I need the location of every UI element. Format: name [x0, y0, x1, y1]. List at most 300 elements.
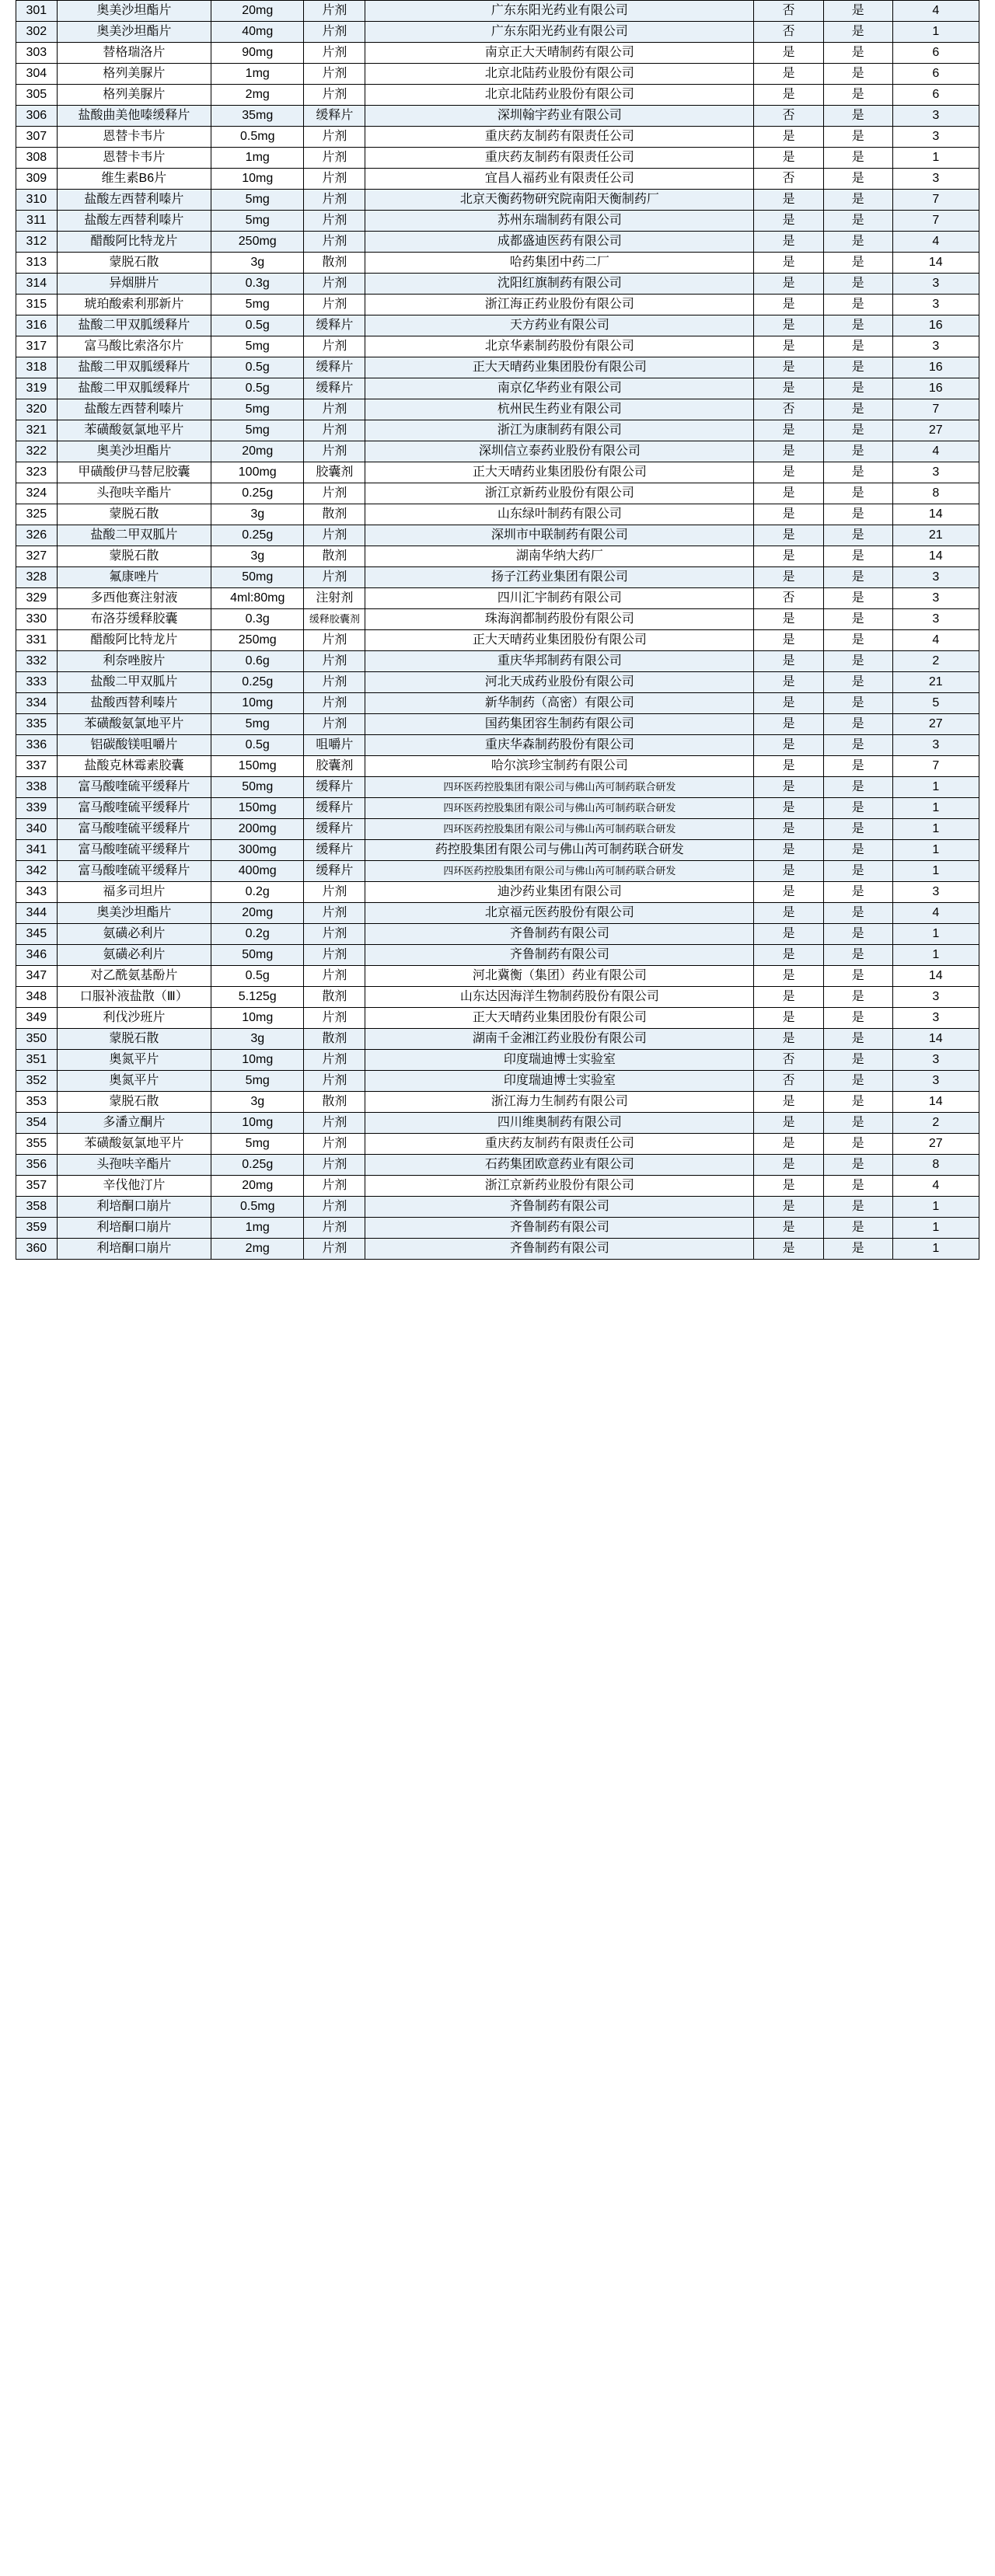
cell-manufacturer: 四川汇宇制药有限公司 [365, 588, 754, 609]
cell-specification: 10mg [211, 1050, 304, 1071]
cell-dosage-form: 片剂 [304, 399, 365, 420]
cell-selected: 是 [823, 106, 892, 127]
cell-quantity: 27 [892, 420, 979, 441]
cell-consistency-evaluation: 是 [754, 462, 823, 483]
cell-index: 308 [16, 148, 58, 169]
cell-dosage-form: 片剂 [304, 483, 365, 504]
cell-manufacturer: 北京华素制药股份有限公司 [365, 336, 754, 357]
cell-consistency-evaluation: 是 [754, 43, 823, 64]
cell-quantity: 27 [892, 714, 979, 735]
cell-index: 343 [16, 882, 58, 903]
cell-drug-name: 异烟肼片 [57, 274, 211, 295]
cell-index: 340 [16, 819, 58, 840]
cell-index: 315 [16, 295, 58, 315]
cell-consistency-evaluation: 是 [754, 253, 823, 274]
cell-quantity: 14 [892, 546, 979, 567]
cell-specification: 1mg [211, 1218, 304, 1239]
cell-dosage-form: 片剂 [304, 441, 365, 462]
cell-manufacturer: 齐鲁制药有限公司 [365, 1197, 754, 1218]
cell-index: 350 [16, 1029, 58, 1050]
cell-quantity: 21 [892, 525, 979, 546]
cell-drug-name: 盐酸二甲双胍片 [57, 672, 211, 693]
cell-drug-name: 富马酸比索洛尔片 [57, 336, 211, 357]
cell-drug-name: 盐酸曲美他嗪缓释片 [57, 106, 211, 127]
cell-drug-name: 醋酸阿比特龙片 [57, 232, 211, 253]
cell-dosage-form: 散剂 [304, 546, 365, 567]
cell-quantity: 3 [892, 987, 979, 1008]
cell-manufacturer: 杭州民生药业有限公司 [365, 399, 754, 420]
cell-quantity: 4 [892, 1176, 979, 1197]
cell-index: 360 [16, 1239, 58, 1260]
cell-drug-name: 盐酸二甲双胍缓释片 [57, 315, 211, 336]
cell-drug-name: 头孢呋辛酯片 [57, 483, 211, 504]
cell-drug-name: 富马酸喹硫平缓释片 [57, 798, 211, 819]
cell-specification: 1mg [211, 64, 304, 85]
cell-drug-name: 盐酸二甲双胍缓释片 [57, 357, 211, 378]
cell-manufacturer: 深圳信立泰药业股份有限公司 [365, 441, 754, 462]
table-row [16, 232, 979, 253]
table-row [16, 1029, 979, 1050]
cell-quantity: 1 [892, 945, 979, 966]
cell-quantity: 1 [892, 861, 979, 882]
cell-quantity: 16 [892, 315, 979, 336]
cell-quantity: 14 [892, 966, 979, 987]
cell-manufacturer: 浙江为康制药有限公司 [365, 420, 754, 441]
cell-drug-name: 福多司坦片 [57, 882, 211, 903]
cell-quantity: 4 [892, 1, 979, 22]
cell-index: 326 [16, 525, 58, 546]
cell-selected: 是 [823, 798, 892, 819]
cell-manufacturer: 四环医药控股集团有限公司与佛山芮可制药联合研发 [365, 798, 754, 819]
table-row [16, 169, 979, 190]
cell-index: 337 [16, 756, 58, 777]
cell-consistency-evaluation: 是 [754, 1218, 823, 1239]
table-row [16, 148, 979, 169]
table-row [16, 735, 979, 756]
cell-quantity: 3 [892, 462, 979, 483]
cell-manufacturer: 广东东阳光药业有限公司 [365, 1, 754, 22]
cell-consistency-evaluation: 是 [754, 1113, 823, 1134]
cell-quantity: 14 [892, 1092, 979, 1113]
cell-dosage-form: 片剂 [304, 211, 365, 232]
cell-manufacturer: 沈阳红旗制药有限公司 [365, 274, 754, 295]
cell-index: 327 [16, 546, 58, 567]
cell-dosage-form: 注射剂 [304, 588, 365, 609]
cell-specification: 40mg [211, 22, 304, 43]
cell-dosage-form: 片剂 [304, 1155, 365, 1176]
cell-selected: 是 [823, 295, 892, 315]
cell-quantity: 5 [892, 693, 979, 714]
cell-drug-name: 辛伐他汀片 [57, 1176, 211, 1197]
table-row [16, 64, 979, 85]
cell-consistency-evaluation: 是 [754, 232, 823, 253]
cell-dosage-form: 片剂 [304, 924, 365, 945]
cell-quantity: 21 [892, 672, 979, 693]
table-row [16, 106, 979, 127]
cell-quantity: 2 [892, 1113, 979, 1134]
cell-consistency-evaluation: 是 [754, 441, 823, 462]
cell-specification: 100mg [211, 462, 304, 483]
table-row [16, 315, 979, 336]
cell-manufacturer: 扬子江药业集团有限公司 [365, 567, 754, 588]
cell-index: 354 [16, 1113, 58, 1134]
cell-quantity: 7 [892, 211, 979, 232]
cell-selected: 是 [823, 735, 892, 756]
cell-index: 316 [16, 315, 58, 336]
cell-index: 310 [16, 190, 58, 211]
cell-manufacturer: 国药集团容生制药有限公司 [365, 714, 754, 735]
cell-dosage-form: 片剂 [304, 420, 365, 441]
cell-manufacturer: 苏州东瑞制药有限公司 [365, 211, 754, 232]
cell-index: 302 [16, 22, 58, 43]
cell-dosage-form: 片剂 [304, 630, 365, 651]
cell-quantity: 3 [892, 127, 979, 148]
cell-specification: 150mg [211, 756, 304, 777]
cell-quantity: 3 [892, 1008, 979, 1029]
cell-drug-name: 蒙脱石散 [57, 253, 211, 274]
cell-index: 351 [16, 1050, 58, 1071]
cell-selected: 是 [823, 148, 892, 169]
cell-specification: 1mg [211, 148, 304, 169]
cell-manufacturer: 宜昌人福药业有限责任公司 [365, 169, 754, 190]
cell-dosage-form: 片剂 [304, 274, 365, 295]
cell-drug-name: 利培酮口崩片 [57, 1218, 211, 1239]
table-row [16, 378, 979, 399]
cell-drug-name: 口服补液盐散（Ⅲ） [57, 987, 211, 1008]
table-row [16, 987, 979, 1008]
cell-dosage-form: 片剂 [304, 1113, 365, 1134]
cell-consistency-evaluation: 是 [754, 357, 823, 378]
cell-drug-name: 格列美脲片 [57, 85, 211, 106]
cell-manufacturer: 四川维奥制药有限公司 [365, 1113, 754, 1134]
cell-dosage-form: 散剂 [304, 253, 365, 274]
cell-dosage-form: 片剂 [304, 1218, 365, 1239]
cell-selected: 是 [823, 64, 892, 85]
cell-consistency-evaluation: 是 [754, 64, 823, 85]
cell-dosage-form: 胶囊剂 [304, 756, 365, 777]
cell-specification: 10mg [211, 693, 304, 714]
cell-index: 312 [16, 232, 58, 253]
cell-index: 349 [16, 1008, 58, 1029]
cell-quantity: 6 [892, 85, 979, 106]
table-row [16, 295, 979, 315]
cell-drug-name: 蒙脱石散 [57, 546, 211, 567]
cell-drug-name: 甲磺酸伊马替尼胶囊 [57, 462, 211, 483]
cell-manufacturer: 浙江海正药业股份有限公司 [365, 295, 754, 315]
cell-index: 339 [16, 798, 58, 819]
cell-consistency-evaluation: 是 [754, 609, 823, 630]
table-row [16, 651, 979, 672]
cell-consistency-evaluation: 是 [754, 672, 823, 693]
cell-manufacturer: 北京北陆药业股份有限公司 [365, 64, 754, 85]
cell-drug-name: 醋酸阿比特龙片 [57, 630, 211, 651]
cell-specification: 3g [211, 504, 304, 525]
table-row [16, 274, 979, 295]
cell-dosage-form: 片剂 [304, 148, 365, 169]
table-row [16, 441, 979, 462]
cell-quantity: 1 [892, 819, 979, 840]
table-row [16, 127, 979, 148]
cell-dosage-form: 缓释片 [304, 357, 365, 378]
cell-manufacturer: 四环医药控股集团有限公司与佛山芮可制药联合研发 [365, 819, 754, 840]
cell-dosage-form: 片剂 [304, 525, 365, 546]
cell-specification: 300mg [211, 840, 304, 861]
cell-quantity: 14 [892, 253, 979, 274]
table-row [16, 504, 979, 525]
cell-index: 317 [16, 336, 58, 357]
cell-manufacturer: 石药集团欧意药业有限公司 [365, 1155, 754, 1176]
cell-dosage-form: 胶囊剂 [304, 462, 365, 483]
cell-drug-name: 富马酸喹硫平缓释片 [57, 777, 211, 798]
cell-selected: 是 [823, 819, 892, 840]
cell-index: 303 [16, 43, 58, 64]
table-row [16, 1197, 979, 1218]
cell-drug-name: 盐酸左西替利嗪片 [57, 190, 211, 211]
cell-quantity: 3 [892, 169, 979, 190]
cell-drug-name: 多潘立酮片 [57, 1113, 211, 1134]
cell-drug-name: 利培酮口崩片 [57, 1197, 211, 1218]
cell-selected: 是 [823, 546, 892, 567]
table-row [16, 1092, 979, 1113]
cell-drug-name: 盐酸二甲双胍片 [57, 525, 211, 546]
cell-manufacturer: 药控股集团有限公司与佛山芮可制药联合研发 [365, 840, 754, 861]
cell-consistency-evaluation: 是 [754, 85, 823, 106]
cell-consistency-evaluation: 是 [754, 903, 823, 924]
cell-dosage-form: 缓释片 [304, 798, 365, 819]
cell-selected: 是 [823, 1239, 892, 1260]
cell-dosage-form: 片剂 [304, 127, 365, 148]
cell-selected: 是 [823, 169, 892, 190]
cell-drug-name: 奥美沙坦酯片 [57, 441, 211, 462]
cell-index: 320 [16, 399, 58, 420]
cell-quantity: 16 [892, 378, 979, 399]
cell-manufacturer: 四环医药控股集团有限公司与佛山芮可制药联合研发 [365, 861, 754, 882]
cell-specification: 400mg [211, 861, 304, 882]
cell-index: 342 [16, 861, 58, 882]
cell-drug-name: 苯磺酸氨氯地平片 [57, 420, 211, 441]
cell-manufacturer: 湖南华纳大药厂 [365, 546, 754, 567]
cell-consistency-evaluation: 是 [754, 274, 823, 295]
cell-consistency-evaluation: 是 [754, 190, 823, 211]
cell-manufacturer: 山东达因海洋生物制药股份有限公司 [365, 987, 754, 1008]
cell-selected: 是 [823, 756, 892, 777]
cell-manufacturer: 迪沙药业集团有限公司 [365, 882, 754, 903]
cell-selected: 是 [823, 315, 892, 336]
cell-index: 321 [16, 420, 58, 441]
cell-selected: 是 [823, 525, 892, 546]
cell-specification: 90mg [211, 43, 304, 64]
cell-specification: 5mg [211, 190, 304, 211]
cell-selected: 是 [823, 1092, 892, 1113]
cell-index: 314 [16, 274, 58, 295]
cell-index: 307 [16, 127, 58, 148]
cell-manufacturer: 河北冀衡（集团）药业有限公司 [365, 966, 754, 987]
cell-manufacturer: 哈尔滨珍宝制药有限公司 [365, 756, 754, 777]
cell-specification: 5mg [211, 420, 304, 441]
cell-specification: 0.25g [211, 1155, 304, 1176]
cell-index: 353 [16, 1092, 58, 1113]
cell-manufacturer: 重庆华森制药股份有限公司 [365, 735, 754, 756]
cell-drug-name: 氨磺必利片 [57, 924, 211, 945]
table-row [16, 1134, 979, 1155]
table-row [16, 756, 979, 777]
cell-index: 335 [16, 714, 58, 735]
cell-consistency-evaluation: 是 [754, 1134, 823, 1155]
cell-consistency-evaluation: 是 [754, 819, 823, 840]
cell-index: 359 [16, 1218, 58, 1239]
cell-selected: 是 [823, 420, 892, 441]
cell-dosage-form: 缓释片 [304, 106, 365, 127]
cell-manufacturer: 齐鲁制药有限公司 [365, 1239, 754, 1260]
cell-specification: 0.5mg [211, 1197, 304, 1218]
cell-drug-name: 奥美沙坦酯片 [57, 22, 211, 43]
cell-quantity: 1 [892, 777, 979, 798]
table-row [16, 882, 979, 903]
cell-index: 323 [16, 462, 58, 483]
cell-dosage-form: 咀嚼片 [304, 735, 365, 756]
cell-manufacturer: 浙江海力生制药有限公司 [365, 1092, 754, 1113]
cell-specification: 10mg [211, 169, 304, 190]
cell-index: 334 [16, 693, 58, 714]
cell-selected: 是 [823, 190, 892, 211]
cell-dosage-form: 片剂 [304, 64, 365, 85]
cell-specification: 0.2g [211, 882, 304, 903]
cell-quantity: 3 [892, 1050, 979, 1071]
cell-consistency-evaluation: 是 [754, 693, 823, 714]
cell-dosage-form: 片剂 [304, 1176, 365, 1197]
cell-drug-name: 奥氮平片 [57, 1071, 211, 1092]
cell-index: 324 [16, 483, 58, 504]
cell-specification: 0.5g [211, 315, 304, 336]
cell-quantity: 1 [892, 22, 979, 43]
cell-drug-name: 铝碳酸镁咀嚼片 [57, 735, 211, 756]
cell-manufacturer: 印度瑞迪博士实验室 [365, 1050, 754, 1071]
cell-consistency-evaluation: 是 [754, 987, 823, 1008]
cell-consistency-evaluation: 否 [754, 588, 823, 609]
cell-quantity: 1 [892, 1197, 979, 1218]
cell-specification: 20mg [211, 1176, 304, 1197]
table-row [16, 588, 979, 609]
cell-drug-name: 富马酸喹硫平缓释片 [57, 861, 211, 882]
table-row [16, 420, 979, 441]
table-row [16, 798, 979, 819]
cell-dosage-form: 缓释片 [304, 819, 365, 840]
cell-manufacturer: 天方药业有限公司 [365, 315, 754, 336]
cell-quantity: 6 [892, 64, 979, 85]
cell-drug-name: 利伐沙班片 [57, 1008, 211, 1029]
cell-specification: 0.25g [211, 672, 304, 693]
cell-index: 347 [16, 966, 58, 987]
cell-dosage-form: 缓释片 [304, 315, 365, 336]
cell-selected: 是 [823, 127, 892, 148]
cell-specification: 20mg [211, 1, 304, 22]
cell-index: 355 [16, 1134, 58, 1155]
cell-consistency-evaluation: 否 [754, 106, 823, 127]
table-row [16, 840, 979, 861]
cell-selected: 是 [823, 693, 892, 714]
cell-dosage-form: 片剂 [304, 336, 365, 357]
cell-dosage-form: 缓释片 [304, 861, 365, 882]
cell-quantity: 14 [892, 1029, 979, 1050]
cell-consistency-evaluation: 否 [754, 399, 823, 420]
cell-specification: 5mg [211, 295, 304, 315]
table-row [16, 43, 979, 64]
cell-index: 341 [16, 840, 58, 861]
cell-specification: 3g [211, 1029, 304, 1050]
cell-specification: 0.6g [211, 651, 304, 672]
cell-quantity: 8 [892, 1155, 979, 1176]
table-row [16, 945, 979, 966]
cell-selected: 是 [823, 232, 892, 253]
cell-drug-name: 琥珀酸索利那新片 [57, 295, 211, 315]
cell-quantity: 1 [892, 1239, 979, 1260]
cell-index: 336 [16, 735, 58, 756]
table-row [16, 777, 979, 798]
cell-quantity: 2 [892, 651, 979, 672]
cell-consistency-evaluation: 是 [754, 1008, 823, 1029]
cell-index: 345 [16, 924, 58, 945]
table-row [16, 1239, 979, 1260]
cell-specification: 35mg [211, 106, 304, 127]
cell-consistency-evaluation: 是 [754, 525, 823, 546]
cell-quantity: 3 [892, 567, 979, 588]
cell-index: 348 [16, 987, 58, 1008]
cell-dosage-form: 散剂 [304, 1092, 365, 1113]
cell-quantity: 1 [892, 840, 979, 861]
cell-specification: 5mg [211, 211, 304, 232]
cell-quantity: 6 [892, 43, 979, 64]
cell-selected: 是 [823, 630, 892, 651]
cell-index: 356 [16, 1155, 58, 1176]
cell-manufacturer: 深圳市中联制药有限公司 [365, 525, 754, 546]
cell-manufacturer: 齐鲁制药有限公司 [365, 1218, 754, 1239]
cell-drug-name: 恩替卡韦片 [57, 127, 211, 148]
cell-specification: 0.2g [211, 924, 304, 945]
cell-selected: 是 [823, 861, 892, 882]
cell-dosage-form: 缓释片 [304, 378, 365, 399]
cell-dosage-form: 缓释片 [304, 840, 365, 861]
cell-selected: 是 [823, 483, 892, 504]
cell-consistency-evaluation: 是 [754, 567, 823, 588]
cell-quantity: 16 [892, 357, 979, 378]
cell-quantity: 7 [892, 190, 979, 211]
table-body [16, 1, 979, 1260]
cell-quantity: 3 [892, 1071, 979, 1092]
table-row [16, 1155, 979, 1176]
cell-specification: 2mg [211, 1239, 304, 1260]
cell-consistency-evaluation: 否 [754, 1071, 823, 1092]
cell-manufacturer: 南京亿华药业有限公司 [365, 378, 754, 399]
table-row [16, 903, 979, 924]
cell-selected: 是 [823, 777, 892, 798]
cell-dosage-form: 片剂 [304, 22, 365, 43]
table-row [16, 1008, 979, 1029]
table-row [16, 567, 979, 588]
cell-drug-name: 盐酸克林霉素胶囊 [57, 756, 211, 777]
cell-consistency-evaluation: 是 [754, 630, 823, 651]
cell-selected: 是 [823, 43, 892, 64]
cell-drug-name: 富马酸喹硫平缓释片 [57, 840, 211, 861]
table-row [16, 1176, 979, 1197]
cell-selected: 是 [823, 399, 892, 420]
cell-specification: 250mg [211, 232, 304, 253]
cell-specification: 0.25g [211, 525, 304, 546]
cell-specification: 2mg [211, 85, 304, 106]
table-row [16, 1050, 979, 1071]
cell-specification: 250mg [211, 630, 304, 651]
cell-selected: 是 [823, 1, 892, 22]
cell-quantity: 7 [892, 756, 979, 777]
